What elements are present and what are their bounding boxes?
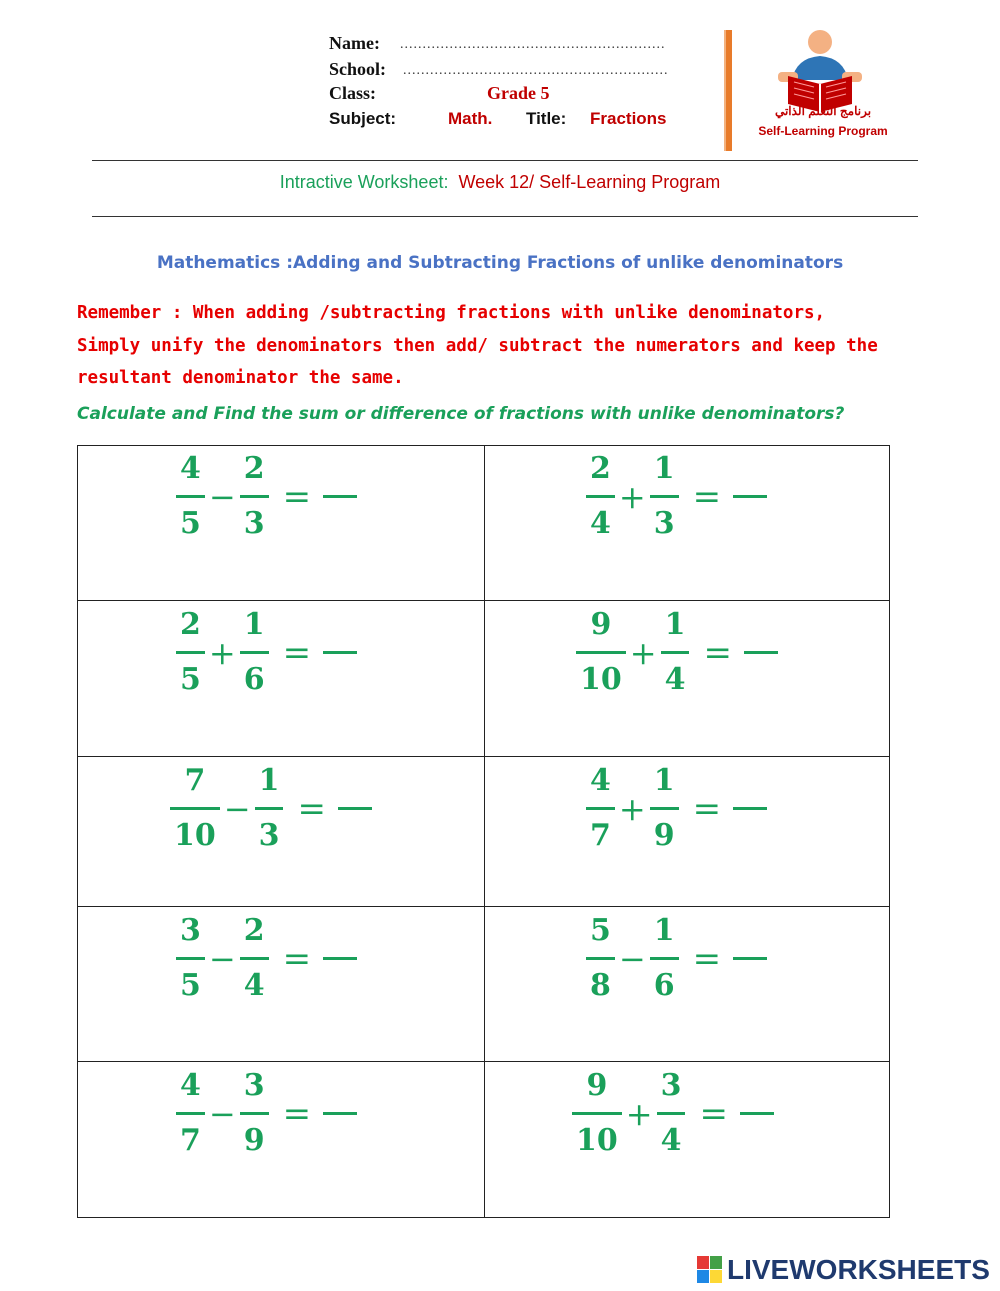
denominator: 8	[590, 968, 611, 1003]
denominator: 10	[576, 1123, 618, 1158]
numerator: 5	[590, 913, 611, 948]
fraction-bar	[661, 651, 690, 654]
school-field[interactable]: ...........................................................	[403, 63, 669, 78]
remember-line: resultant denominator the same.	[77, 368, 404, 388]
denominator: 6	[243, 662, 265, 697]
fraction-1	[586, 452, 615, 541]
fraction-bar	[255, 807, 284, 810]
fraction-problem	[586, 764, 767, 853]
name-label: Name:	[329, 33, 380, 53]
operator: −	[208, 477, 236, 516]
fraction-problem	[572, 1069, 774, 1158]
class-value: Grade 5	[487, 83, 550, 103]
numerator: 1	[664, 607, 686, 642]
fraction-2	[650, 914, 679, 1003]
denominator: 5	[180, 968, 201, 1003]
remember-note	[77, 297, 927, 395]
subject-label: Subject:	[329, 109, 397, 128]
numerator: 4	[180, 451, 201, 486]
grid-row-divider	[77, 1061, 890, 1062]
operator: −	[618, 939, 646, 978]
operator: +	[618, 477, 646, 516]
numerator: 1	[243, 607, 265, 642]
fraction-bar	[176, 1112, 205, 1115]
answer-blank[interactable]	[740, 1112, 774, 1115]
numerator: 3	[243, 1068, 265, 1103]
divider-bottom	[92, 216, 918, 217]
fraction-2	[240, 608, 269, 697]
answer-blank[interactable]	[733, 957, 767, 960]
operator: +	[618, 789, 646, 828]
divider-top	[92, 160, 918, 161]
operator: +	[629, 633, 657, 672]
school-label: School:	[329, 59, 387, 79]
numerator: 2	[590, 451, 611, 486]
denominator: 6	[653, 968, 675, 1003]
fraction-problem	[176, 1069, 357, 1158]
denominator: 10	[580, 662, 622, 697]
numerator: 3	[180, 913, 201, 948]
fraction-problem	[176, 452, 357, 541]
fraction-problem	[170, 764, 372, 853]
fraction-bar	[240, 957, 269, 960]
denominator: 3	[243, 506, 265, 541]
numerator: 2	[243, 451, 265, 486]
fraction-1	[176, 914, 205, 1003]
denominator: 9	[243, 1123, 265, 1158]
fraction-bar	[240, 651, 269, 654]
operator: −	[223, 789, 251, 828]
fraction-problem	[176, 914, 357, 1003]
fraction-bar	[650, 807, 679, 810]
numerator: 1	[653, 913, 675, 948]
title-value: Fractions	[590, 109, 667, 128]
answer-blank[interactable]	[733, 807, 767, 810]
answer-blank[interactable]	[323, 495, 357, 498]
answer-blank[interactable]	[733, 495, 767, 498]
numerator: 3	[660, 1068, 682, 1103]
denominator: 5	[180, 662, 201, 697]
numerator: 1	[653, 763, 675, 798]
class-label: Class:	[329, 83, 377, 103]
denominator: 3	[258, 818, 280, 853]
equals-sign: =	[692, 938, 722, 979]
logo-english-text: Self-Learning Program	[758, 124, 888, 138]
subtitle-week: Week 12/ Self-Learning Program	[458, 172, 721, 192]
fraction-1	[586, 764, 615, 853]
grid-column-divider	[484, 445, 485, 1218]
fraction-bar	[240, 495, 269, 498]
fraction-bar	[657, 1112, 686, 1115]
numerator: 2	[180, 607, 201, 642]
instruction-text: Calculate and Find the sum or difference of fractions with unlike denominators?	[77, 404, 845, 424]
fraction-2	[650, 452, 679, 541]
fraction-1	[176, 452, 205, 541]
fraction-bar	[170, 807, 220, 810]
liveworksheets-brand	[697, 1254, 990, 1286]
equals-sign: =	[692, 788, 722, 829]
fraction-2	[661, 608, 690, 697]
fraction-bar	[586, 957, 615, 960]
grid-row-divider	[77, 600, 890, 601]
fraction-1	[572, 1069, 622, 1158]
fraction-bar	[176, 957, 205, 960]
fraction-bar	[650, 957, 679, 960]
fraction-bar	[576, 651, 626, 654]
denominator: 10	[174, 818, 216, 853]
worksheet-subtitle	[0, 172, 1000, 193]
numerator: 1	[653, 451, 675, 486]
fraction-2	[240, 914, 269, 1003]
fraction-bar	[176, 651, 205, 654]
fraction-bar	[240, 1112, 269, 1115]
fraction-bar	[176, 495, 205, 498]
grid-row-divider	[77, 906, 890, 907]
numerator: 9	[586, 1068, 608, 1103]
numerator: 2	[243, 913, 265, 948]
subject-value: Math.	[448, 109, 493, 128]
equals-sign: =	[703, 632, 732, 673]
fraction-problem	[586, 914, 767, 1003]
liveworksheets-name: LIVEWORKSHEETS	[727, 1254, 990, 1285]
denominator: 7	[590, 818, 611, 853]
equals-sign: =	[282, 632, 312, 673]
denominator: 4	[660, 1123, 682, 1158]
denominator: 7	[180, 1123, 201, 1158]
lesson-title: Mathematics :Adding and Subtracting Fractions of unlike denominators	[156, 253, 844, 273]
fraction-bar	[572, 1112, 622, 1115]
denominator: 4	[590, 506, 611, 541]
numerator: 4	[180, 1068, 201, 1103]
fraction-2	[240, 1069, 269, 1158]
equals-sign: =	[282, 1093, 312, 1134]
fraction-2	[240, 452, 269, 541]
fraction-bar	[586, 807, 615, 810]
fraction-1	[176, 608, 205, 697]
numerator: 4	[590, 763, 611, 798]
denominator: 9	[653, 818, 675, 853]
fraction-1	[170, 764, 220, 853]
remember-line: Remember : When adding /subtracting fractions with unlike denominators,	[77, 303, 826, 323]
operator: +	[625, 1094, 653, 1133]
answer-blank[interactable]	[323, 1112, 357, 1115]
header-divider	[724, 30, 732, 151]
liveworksheets-badge-icon	[697, 1256, 723, 1284]
numerator: 1	[258, 763, 280, 798]
fraction-problem	[176, 608, 357, 697]
answer-blank[interactable]	[323, 651, 357, 654]
fraction-2	[255, 764, 284, 853]
fraction-bar	[650, 495, 679, 498]
equals-sign: =	[692, 476, 722, 517]
subtitle-label: Intractive Worksheet:	[279, 172, 449, 192]
logo-arabic-text: برنامج التعلم الذاتي	[774, 104, 872, 118]
denominator: 4	[664, 662, 686, 697]
fraction-1	[576, 608, 626, 697]
fraction-2	[657, 1069, 686, 1158]
denominator: 5	[180, 506, 201, 541]
fraction-problem	[586, 452, 767, 541]
fraction-1	[586, 914, 615, 1003]
equals-sign: =	[297, 788, 326, 829]
numerator: 9	[590, 607, 612, 642]
remember-line: Simply unify the denominators then add/ subtract the numerators and keep the	[77, 335, 878, 356]
operator: +	[208, 633, 236, 672]
title-label: Title:	[526, 109, 567, 128]
answer-blank[interactable]	[744, 651, 778, 654]
answer-blank[interactable]	[323, 957, 357, 960]
name-field[interactable]: ...........................................................	[400, 37, 666, 52]
operator: −	[208, 939, 236, 978]
fraction-2	[650, 764, 679, 853]
operator: −	[208, 1094, 236, 1133]
fraction-problem	[576, 608, 778, 697]
equals-sign: =	[282, 476, 312, 517]
denominator: 3	[653, 506, 675, 541]
equals-sign: =	[282, 938, 312, 979]
grid-row-divider	[77, 756, 890, 757]
fraction-bar	[586, 495, 615, 498]
answer-blank[interactable]	[338, 807, 372, 810]
denominator: 4	[243, 968, 265, 1003]
numerator: 7	[184, 763, 206, 798]
fraction-1	[176, 1069, 205, 1158]
equals-sign: =	[699, 1093, 728, 1134]
